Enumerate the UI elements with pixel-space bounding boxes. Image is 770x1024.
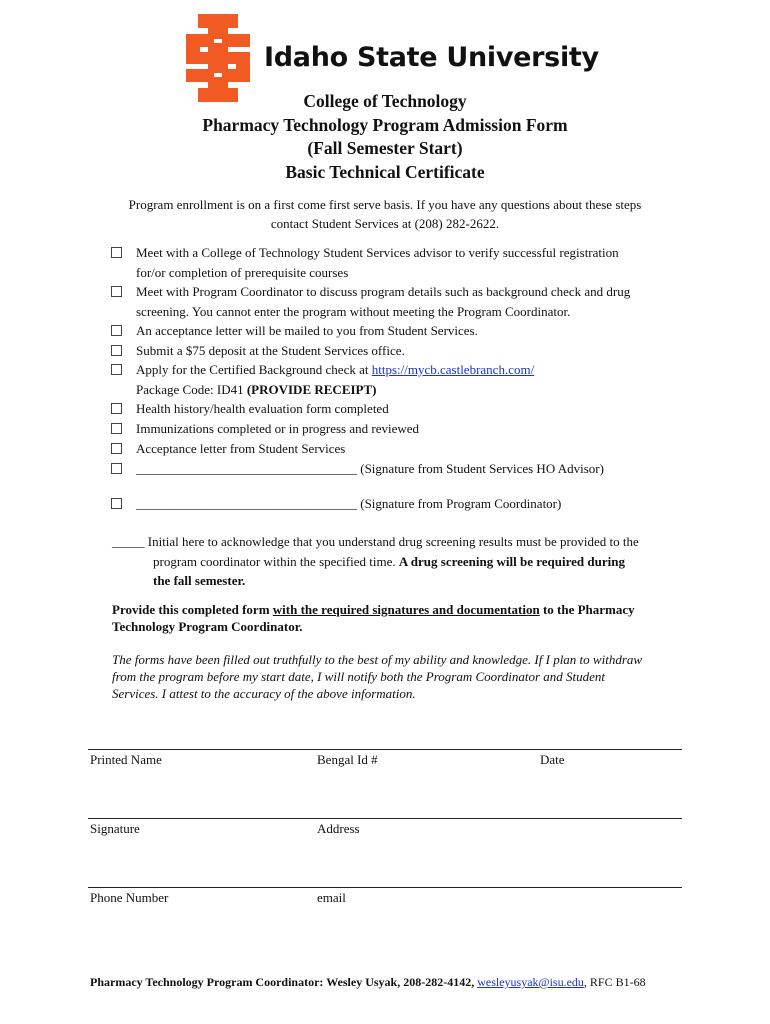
checklist-item-text: Health history/health evaluation form completed	[136, 401, 389, 416]
checklist-item-text: __________________________________ (Signature from Student Services HO Advisor)	[136, 460, 604, 476]
date-field[interactable]: Date	[540, 752, 565, 767]
bengal-id-field[interactable]: Bengal Id #	[317, 752, 378, 767]
title-line-form: Pharmacy Technology Program Admission Form	[202, 114, 568, 135]
footer-contact	[90, 975, 730, 990]
provide-line-2: Technology Program Coordinator.	[112, 619, 303, 634]
intro-text	[0, 195, 770, 233]
package-code: Package Code: ID41	[136, 381, 247, 397]
intro-line-1: Program enrollment is on a first come first serve basis. If you have any questions about these steps	[128, 197, 642, 212]
ack-line-1: _____ Initial here to acknowledge that you understand drug screening results must be provided to the	[112, 534, 639, 549]
checklist-item-text: __________________________________ (Signature from Program Coordinator)	[136, 495, 562, 511]
email-field[interactable]: email	[317, 890, 346, 905]
provide-line-1	[112, 601, 692, 618]
checkbox[interactable]	[111, 247, 122, 258]
checklist-item-text: Acceptance letter from Student Services	[136, 440, 346, 456]
form-title	[0, 90, 770, 184]
checklist-item-text: Meet with Program Coordinator to discuss program details such as background check and drug	[136, 284, 631, 299]
address-field[interactable]: Address	[317, 821, 360, 836]
checklist-item-text: Immunizations completed or in progress and reviewed	[136, 421, 420, 436]
checkbox[interactable]	[111, 325, 122, 336]
isu-logo-icon	[186, 14, 250, 102]
checkbox[interactable]	[111, 286, 122, 297]
castlebranch-link[interactable]: https://mycb.castlebranch.com/	[371, 362, 535, 377]
provide-underlined: with the required signatures and documentation	[272, 602, 540, 617]
ack-line-2-text: program coordinator within the specified time.	[153, 553, 399, 569]
title-line-college: College of Technology	[303, 91, 467, 111]
ack-line-2	[112, 552, 692, 572]
checkbox[interactable]	[111, 498, 122, 509]
provide-instruction	[112, 601, 692, 635]
attest-line-2: from the program before my start date, I will notify both the Program Coordinator and Student	[112, 669, 606, 684]
checkbox[interactable]	[111, 364, 122, 375]
attest-line-1: The forms have been filled out truthfully to the best of my ability and knowledge. If I plan to withdraw	[112, 652, 643, 667]
ack-line-2-bold: A drug screening will be required during	[398, 553, 625, 569]
background-check-text: Apply for the Certified Background check at	[136, 362, 372, 377]
title-line-semester: (Fall Semester Start)	[307, 138, 463, 158]
checklist-item-text	[136, 380, 686, 400]
divider	[88, 749, 682, 750]
checkbox[interactable]	[111, 443, 122, 454]
signature-field[interactable]: Signature	[90, 821, 140, 836]
attest-line-3: Services. I attest to the accuracy of the above information.	[112, 686, 416, 701]
divider	[88, 818, 682, 819]
ack-line-3-bold: the fall semester.	[153, 573, 246, 588]
provide-part-1: Provide this completed form	[112, 602, 273, 617]
coordinator-email-link[interactable]: wesleyusyak@isu.edu	[477, 975, 584, 989]
checkbox[interactable]	[111, 423, 122, 434]
provide-part-3: to the Pharmacy	[539, 602, 635, 617]
footer-label: Pharmacy Technology Program Coordinator: Wesley Usyak, 208-282-4142,	[90, 975, 478, 989]
ack-line-3	[112, 571, 692, 591]
checklist-item-text: for/or completion of prerequisite courses	[136, 264, 349, 280]
checkbox[interactable]	[111, 403, 122, 414]
title-line-certificate: Basic Technical Certificate	[285, 161, 485, 182]
printed-name-field[interactable]: Printed Name	[90, 752, 162, 767]
checklist-item-text: screening. You cannot enter the program without meeting the Program Coordinator.	[136, 303, 571, 319]
checklist-item-text: Meet with a College of Technology Student Services advisor to verify successful registration	[136, 245, 619, 260]
checklist-item-text: An acceptance letter will be mailed to you from Student Services.	[136, 323, 478, 338]
checkbox[interactable]	[111, 345, 122, 356]
attestation	[112, 651, 702, 702]
checklist-item-text	[136, 360, 686, 380]
intro-line-2: contact Student Services at (208) 282-2622.	[270, 216, 500, 231]
divider	[88, 887, 682, 888]
phone-number-field[interactable]: Phone Number	[90, 890, 169, 905]
drug-screening-acknowledgement	[112, 532, 692, 591]
checklist-item-text: Submit a $75 deposit at the Student Services office.	[136, 342, 405, 358]
footer-suffix: , RFC B1-68	[583, 975, 646, 989]
university-name: Idaho State University	[264, 42, 599, 73]
checkbox[interactable]	[111, 463, 122, 474]
provide-receipt: (PROVIDE RECEIPT)	[246, 381, 377, 397]
